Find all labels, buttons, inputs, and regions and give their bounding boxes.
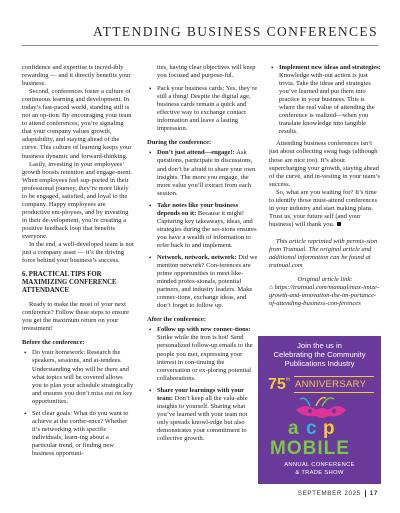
list-item: • Do your homework: Research the speakers, sessions, and at-tendees. Understanding who will be there and what topics will be covered allows you to plan your schedule strategically and ensures you don’t miss out on key opportunities. <box>22 349 134 405</box>
list-item: • Network, network, network: Did we mention network? Con-ferences are prime opportunities to meet like-minded profes-sionals, potential partners, and industry leaders. Make connec-tions, exchange ideas, and don’t forget to follow up. <box>147 254 259 310</box>
ad-line-2: Celebrating the Community <box>273 350 366 359</box>
paragraph: ties, having clear objectives will keep you focused and purpose-ful. <box>157 64 256 80</box>
svg-text:a: a <box>288 418 299 439</box>
article-column-3 <box>269 64 381 308</box>
end-mark-icon <box>337 222 341 226</box>
footer-divider <box>365 490 366 497</box>
list-item: • Share your learnings with your team: Don’t keep all the valu-able insights to yourself. Sharing what you’ve learned with your team not only spreads knowl-edge but also demonstrates your commitment to collective growth. <box>147 387 259 443</box>
paragraph: Second, conferences foster a culture of continuous learning and development. In today’s fast-paced world, standing still is not an op-tion. By encouraging your team to attend conferences, you’re signaling that your company values growth, adaptability, and staying ahead of the curve. This culture of learning keeps your business dynamic and forward-thinking. <box>22 88 132 160</box>
conference-advertisement[interactable] <box>258 336 381 484</box>
paragraph: Ready to make the most of your next conference? Follow these steps to ensure you get the maximum return on your investment! <box>22 301 130 333</box>
tips-list-after <box>147 326 259 443</box>
tips-list-implement <box>269 64 381 136</box>
list-item: • Take notes like your business depends on it: Because it might! Capturing key takeaways, ideas, and strategies during the ses-sions ensures you have a wealth of information to refer back to and implement. <box>147 202 259 250</box>
list-item: • Don’t just attend—engage!: Ask questions, participate in discussions, and don’t be afraid to share your own insights. The more you engage, the more value you’ll extract from each session. <box>147 149 259 197</box>
anniversary-number: 75 <box>268 376 286 393</box>
paragraph: confidence and expertise is incred-ibly rewarding — and it directly benefits your business. <box>22 64 131 88</box>
original-link-label: Original article link: <box>297 276 353 284</box>
page-footer <box>298 490 378 497</box>
list-item: • Implement new ideas and strategies: Knowledge with-out action is just trivia. Take the ideas and strategies you’ve learned and put them into practice in your business. This is where the real value of attending the conference is realized—when you translate knowledge into tangible results. <box>269 64 381 136</box>
home-icon: ⌂ <box>269 284 275 292</box>
ad-line-3: Publications Industry <box>284 359 355 368</box>
section-heading: 6. PRACTICAL TIPS FOR MAXIMIZING CONFERENCE ATTENDANCE <box>22 271 117 295</box>
paragraph: Lastly, investing in your employees’ growth boosts retention and engage-ment. When employees feel sup-ported in their professional journey, they’re more likely to be engaged, satisfied, and loyal to the company. Happy employees are productive em-ployees, and by investing in their de-velopment, you’re creating a positive feedback loop that benefits everyone. <box>22 160 132 240</box>
ad-line-1: Join the us in <box>297 341 342 350</box>
article-column-1 <box>22 64 134 462</box>
paragraph: Attending business conferences isn’t just about collecting swag bags (although those are nice too). It’s about supercharging your growth, staying ahead of the curve, and in-vesting in your team’s success. <box>269 140 380 188</box>
subheading-during: During the conference: <box>147 139 212 147</box>
paragraph: In the end, a well-developed team is not just a company asset — it’s the driving force behind your business’s success. <box>22 241 134 265</box>
paragraph: So, what are you waiting for? It’s time to identify those must-attend conferences in your industry and start making plans. Trust us, your future self (and your business) will thank you. <box>269 188 377 228</box>
svg-text:p: p <box>323 418 335 439</box>
anniversary-suffix: th <box>286 377 291 383</box>
acp-mobile-logo-icon <box>266 396 373 456</box>
svg-text:MOBILE: MOBILE <box>270 438 350 456</box>
page-header <box>0 0 400 48</box>
tips-list-during <box>147 149 259 310</box>
tips-list-before <box>22 349 134 458</box>
section-title: ATTENDING BUSINESS CONFERENCES <box>92 24 378 39</box>
anniversary-label: ANNIVERSARY <box>295 379 367 390</box>
original-link[interactable]: ⌂ https://trainual.com/manual/max-imize-growth-and-innovation-the-im-portance-of-attending-business-con-ferences <box>269 284 380 308</box>
tips-list-pack <box>147 85 259 133</box>
list-item: • Set clear goals: What do you want to achieve at the confer-ence? Whether it’s networking with specific individuals, learn-ing about a particular trend, or finding new business opportuni- <box>22 410 134 458</box>
subheading-after: After the conference: <box>147 316 207 324</box>
reprint-credit: This article reprinted with permis-sion from Trainual. The original article and additional information can be found at trainual.com <box>269 237 378 270</box>
page-number: 17 <box>369 490 378 498</box>
issue-date: SEPTEMBER 2025 <box>297 490 361 498</box>
header-divider <box>22 45 378 46</box>
list-item: • Pack your business cards: Yes, they’re still a thing! Despite the digital age, business cards remain a quick and effective way to exchange contact information and leave a lasting impression. <box>147 85 259 133</box>
article-column-2 <box>147 64 259 447</box>
ad-conference-label: ANNUAL CONFERENCE <box>284 462 355 468</box>
svg-text:c: c <box>306 418 317 439</box>
subheading-before: Before the conference: <box>22 339 85 347</box>
list-item: • Follow up with new connec-tions: Strike while the iron is hot! Send personalized follow-up emails to the people you met, expressing your interest in con-tinuing the conversation or ex-ploring potential collaborations. <box>147 326 259 382</box>
ad-trade-show-label: & TRADE SHOW <box>295 470 344 476</box>
